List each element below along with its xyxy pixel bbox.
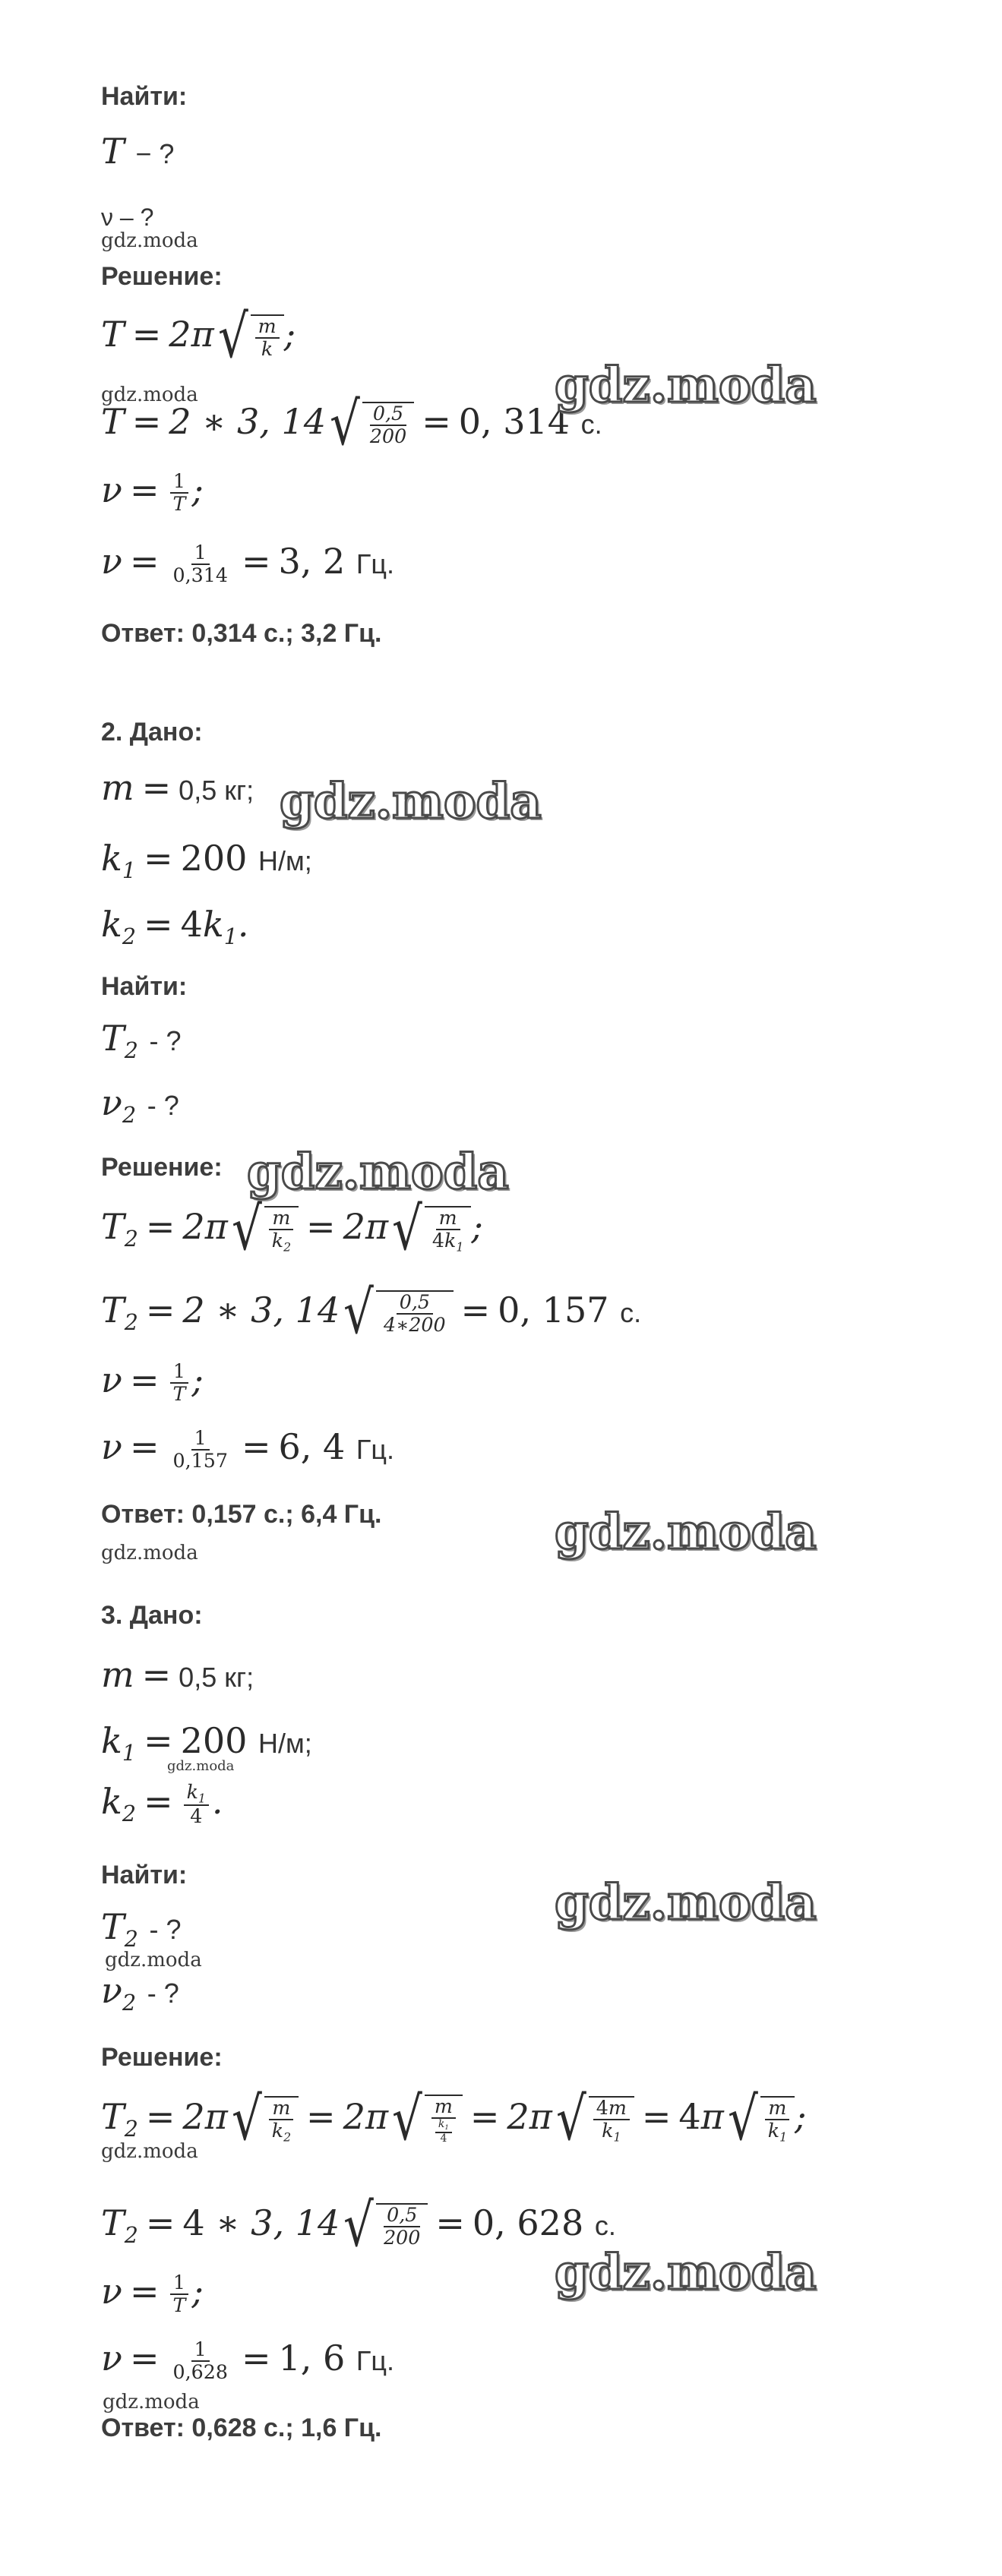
formula-period-3: $T_2 = 2\pi$ √ m $k_2$ = 2π √ m $\frac{k_1}{4}$ = 2π √ 4m $k_1$ = 4π √ m $k_1$ ; <box>101 2085 807 2154</box>
watermark-big: gdz.moda <box>555 2244 817 2301</box>
unit-seconds: с. <box>580 409 602 440</box>
given-k2-3: $k_2$ = $\frac{k_1}{4}$ . <box>101 1780 223 1828</box>
answer-2: Ответ: 0,157 с.; 6,4 Гц. <box>101 1500 382 1529</box>
formula-period-2: $T_2 = 2\pi$ √ m $k_2$ = 2π √ m $4k_1$ ; <box>101 1195 483 1264</box>
v-result-2: 6, 4 <box>278 1426 346 1467</box>
find-T: T − ? <box>101 131 175 172</box>
T2-result-3: 0, 628 <box>472 2202 584 2244</box>
find-T2-3: $T_2$ - ? <box>101 1906 182 1952</box>
watermark-small: gdz.moda <box>101 384 198 406</box>
watermark-small: gdz.moda <box>101 1542 198 1564</box>
watermark-big: gdz.moda <box>555 1874 817 1931</box>
given-label-2: 2. Дано: <box>101 718 203 747</box>
k1-unit: Н/м; <box>258 845 312 876</box>
watermark-big: gdz.moda <box>247 1144 509 1201</box>
given-k2-2: $k_2 = 4k_1$. <box>101 904 249 949</box>
watermark-small: gdz.moda <box>105 1949 202 1971</box>
find-T2: $T_2$ - ? <box>101 1018 182 1063</box>
watermark-small: gdz.moda <box>101 2140 198 2163</box>
watermark-big: gdz.moda <box>555 1504 817 1561</box>
T-result-1: 0, 314 <box>458 401 571 443</box>
given-mass-2: m = 0,5 кг; <box>101 767 254 808</box>
find-v2: $\nu_2$ - ? <box>101 1082 179 1128</box>
watermark-small: gdz.moda <box>101 229 198 252</box>
solution-label-1: Решение: <box>101 262 223 291</box>
given-mass-3: m = 0,5 кг; <box>101 1654 254 1695</box>
calc-period-3: $T_2 = 4$ ∗ 3, 14 √ 0,5 200 = 0, 628 с. <box>101 2191 616 2260</box>
unit-hertz: Гц. <box>356 2345 395 2376</box>
v-result-1: 3, 2 <box>278 541 346 582</box>
find-label-3: Найти: <box>101 1861 188 1889</box>
answer-3: Ответ: 0,628 с.; 1,6 Гц. <box>101 2413 382 2442</box>
unit-seconds: с. <box>594 2210 616 2242</box>
given-k1-2: $k_1 = 200$ Н/м; <box>101 838 312 883</box>
find-T-text: − ? <box>135 138 175 169</box>
given-k1-3: $k_1 = 200$ Н/м; <box>101 1720 312 1766</box>
mass-value: 0,5 кг; <box>179 775 254 806</box>
calc-frequency-3: ν = $\frac{1}{0,628}$ = 1, 6 Гц. <box>101 2338 395 2383</box>
find-label-1: Найти: <box>101 82 188 111</box>
formula-frequency: ν = $\frac{1}{T}$ ; <box>101 469 204 515</box>
unit-seconds: с. <box>620 1297 642 1329</box>
mass-value: 0,5 кг; <box>179 1662 254 1693</box>
unit-hertz: Гц. <box>356 1434 395 1465</box>
k1-value: 200 <box>180 1720 248 1761</box>
answer-1: Ответ: 0,314 с.; 3,2 Гц. <box>101 619 382 648</box>
find-v2-3: $\nu_2$ - ? <box>101 1970 179 2016</box>
find-label-2: Найти: <box>101 972 188 1001</box>
calc-period-1: T = 2 ∗ 3, 14 √ 0,5 200 = 0, 314 с. <box>101 390 602 459</box>
watermark-tiny: gdz.moda <box>167 1758 235 1774</box>
watermark-small: gdz.moda <box>103 2391 200 2413</box>
k1-unit: Н/м; <box>258 1728 312 1759</box>
watermark-big: gdz.moda <box>555 357 817 414</box>
unit-hertz: Гц. <box>356 548 395 579</box>
solution-label-3: Решение: <box>101 2043 223 2072</box>
v-result-3: 1, 6 <box>278 2338 346 2379</box>
calc-period-2: $T_2 = 2$ ∗ 3, 14 √ 0,5 4∗200 = 0, 157 с. <box>101 1278 642 1347</box>
given-label-3: 3. Дано: <box>101 1601 203 1630</box>
k1-value: 200 <box>180 838 248 879</box>
formula-frequency-2: ν = $\frac{1}{T}$ ; <box>101 1359 204 1405</box>
find-v: ν – ? <box>101 204 154 231</box>
formula-frequency-3: ν = $\frac{1}{T}$ ; <box>101 2271 204 2316</box>
calc-frequency-1: ν = $\frac{1}{0,314}$ = 3, 2 Гц. <box>101 541 395 586</box>
T2-result-2: 0, 157 <box>498 1290 609 1331</box>
calc-frequency-2: ν = $\frac{1}{0,157}$ = 6, 4 Гц. <box>101 1426 395 1472</box>
solution-label-2: Решение: <box>101 1153 223 1182</box>
formula-period: T = 2π √ m k ; <box>101 302 296 371</box>
watermark-big: gdz.moda <box>280 773 542 830</box>
